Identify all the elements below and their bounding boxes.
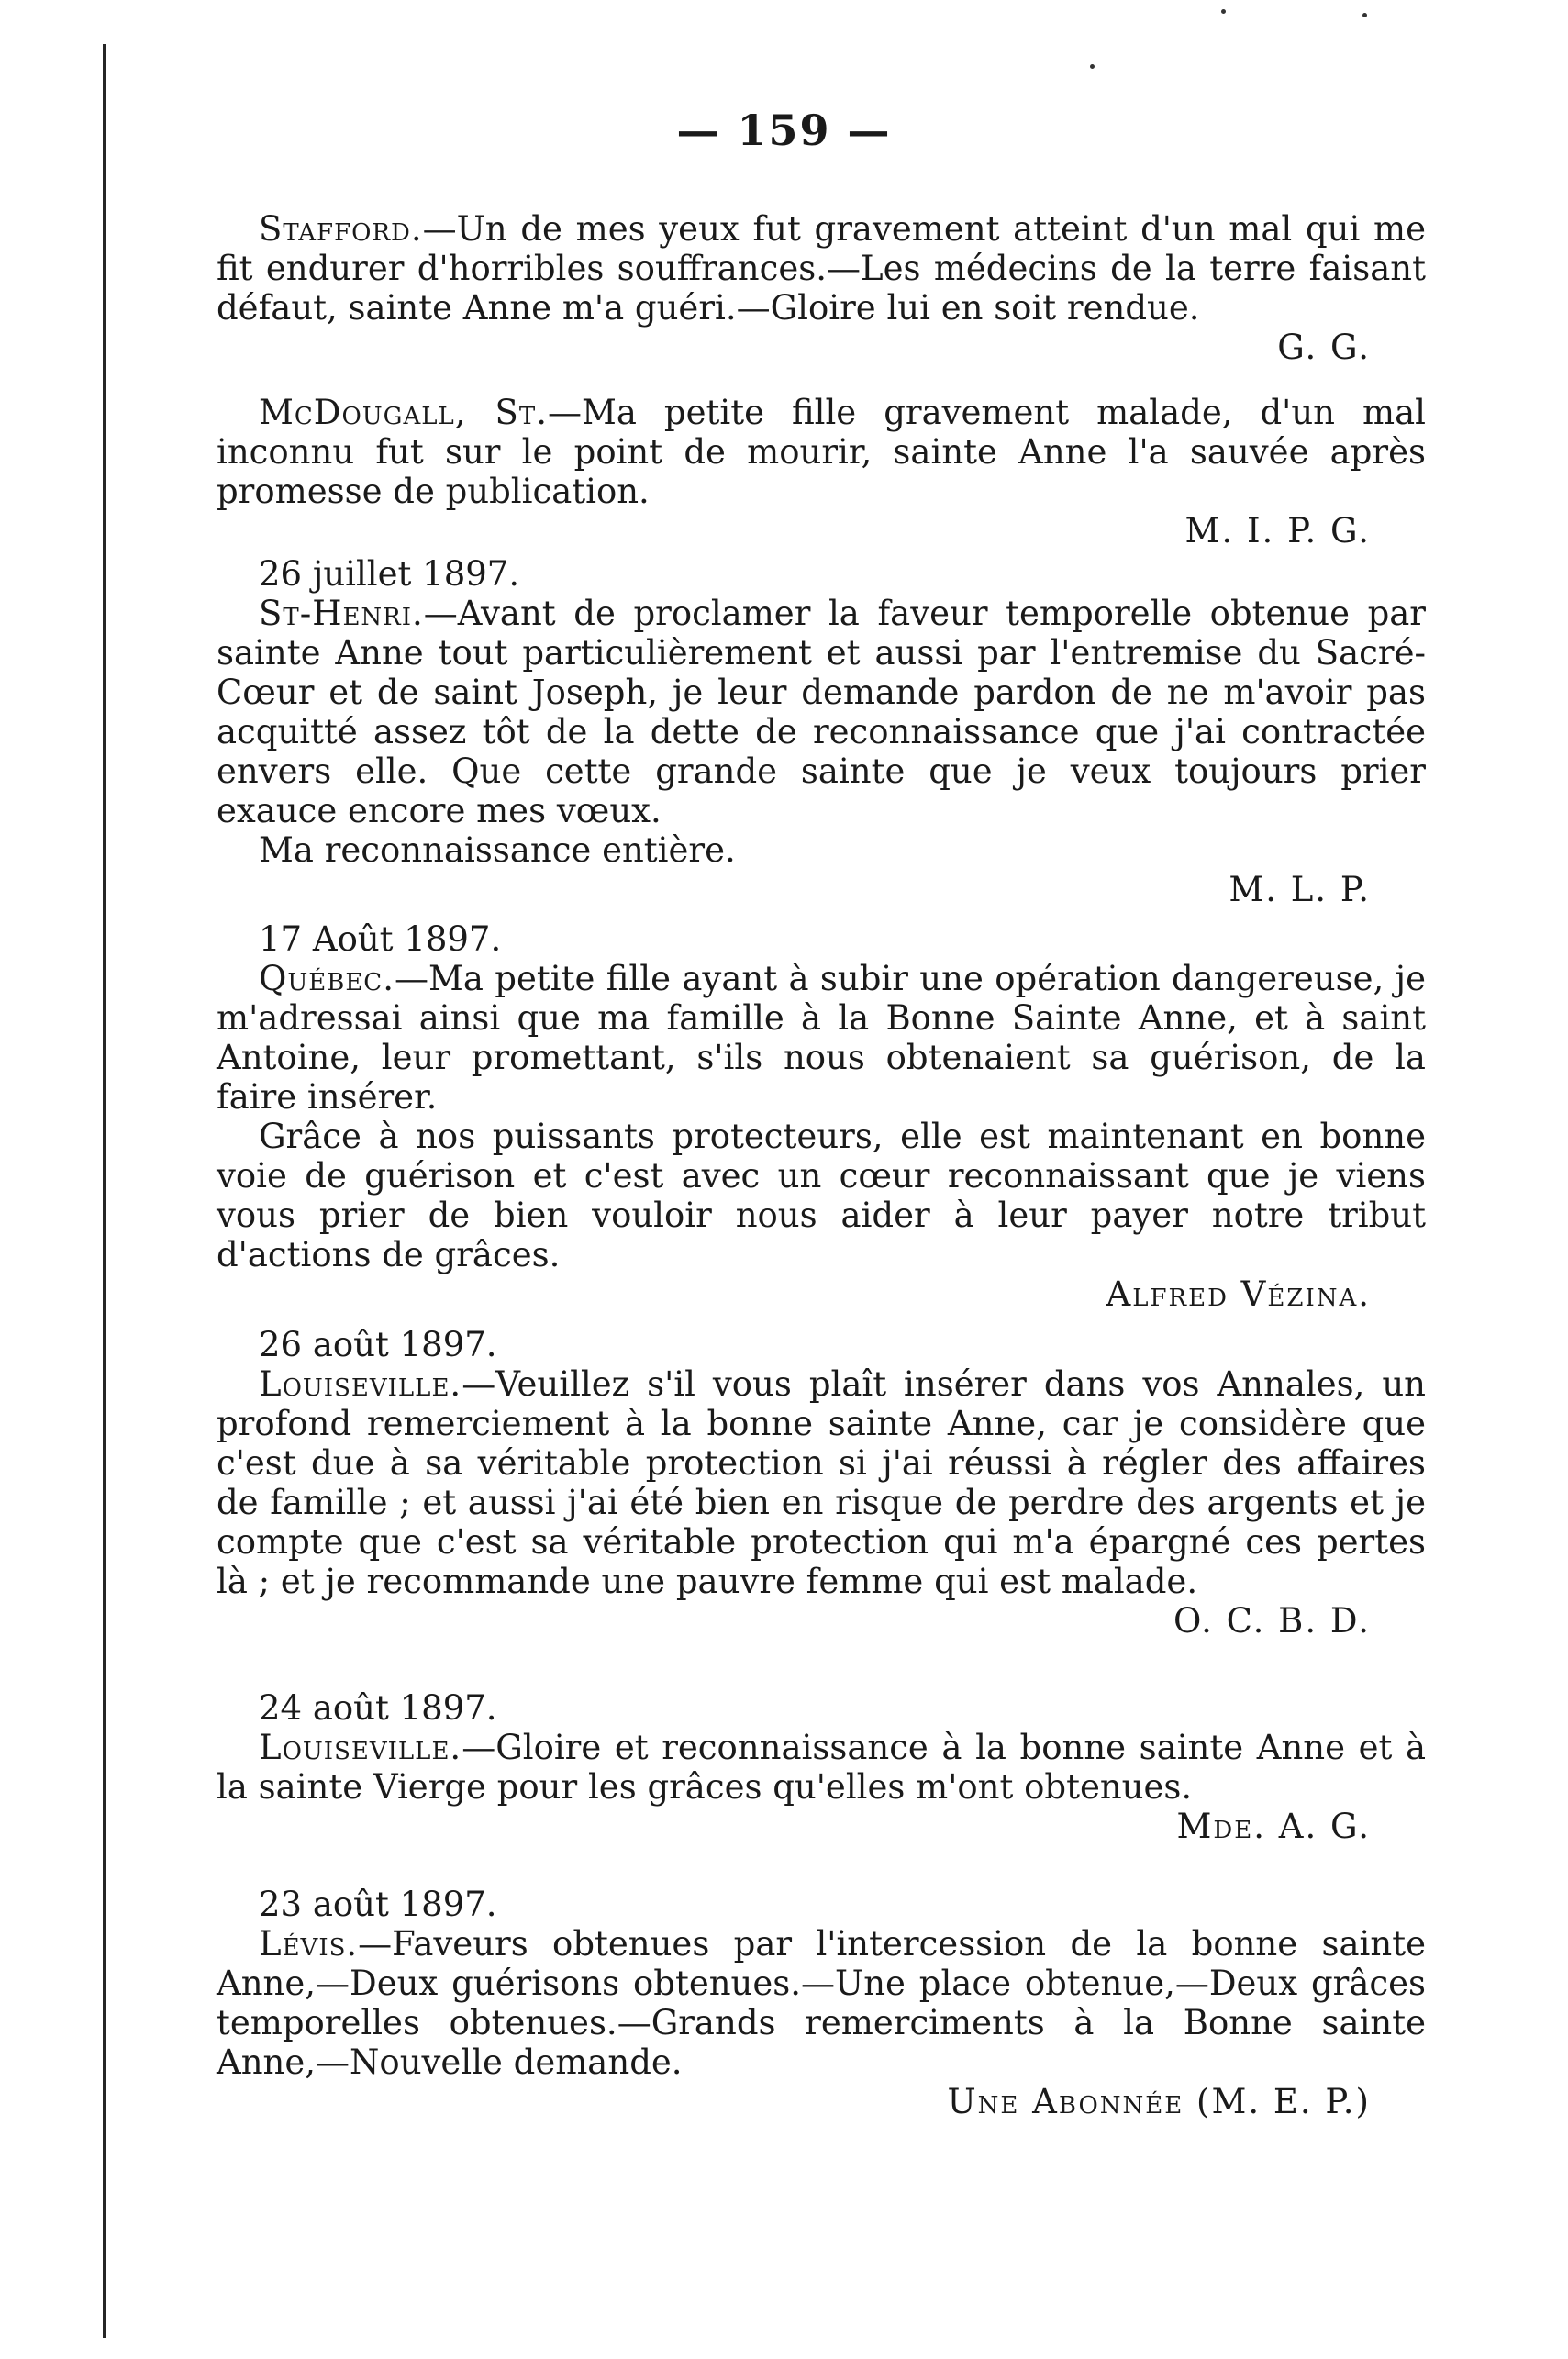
entry-signature: G. G. — [1277, 328, 1371, 367]
entry-mcdougall — [217, 393, 1426, 551]
entry-date: 17 Août 1897. — [259, 919, 502, 959]
entry-louiseville-1 — [217, 1325, 1426, 1641]
entry-paragraph — [217, 1728, 1426, 1807]
entry-body: —Un de mes yeux fut gravement atteint d'un mal qui me fit endurer d'horribles souffrances.—Les médecins de la terre faisant défaut, sainte Anne m'a guéri.—Gloire lui en soit rendue. — [217, 209, 1426, 328]
entry-date: 26 juillet 1897. — [259, 554, 520, 594]
entry-signature: O. C. B. D. — [1173, 1601, 1371, 1641]
entry-date: 23 août 1897. — [259, 1885, 497, 1924]
entry-place: St-Henri. — [259, 594, 424, 633]
binding-margin-line — [103, 44, 106, 2338]
entry-louiseville-2 — [217, 1688, 1426, 1846]
print-speck — [1090, 64, 1095, 69]
entry-paragraph — [217, 959, 1426, 1117]
print-speck — [1221, 9, 1226, 14]
page-number: — 159 — — [676, 106, 892, 155]
entry-paragraph — [217, 1364, 1426, 1601]
entry-body: —Avant de proclamer la faveur temporelle obtenue par sainte Anne tout particulièrement et aussi par l'entremise du Sacré-Cœur et de saint Joseph, je leur demande pardon de ne m'avoir pas acquitté assez tôt de la dette de reconnaissance que j'ai contractée envers elle. Que cette grande sainte que je veux toujours prier exauce encore mes vœux. — [217, 594, 1426, 830]
entry-body: —Veuillez s'il vous plaît insérer dans vos Annales, un profond remerciement à la bonne sainte Anne, car je considère que c'est due à sa véritable protection si j'ai réussi à régler des affaires de famille ; et aussi j'ai été bien en risque de perdre des argents et je compte que c'est sa véritable protection qui m'a épargné ces pertes là ; et je recommande une pauvre femme qui est malade. — [217, 1364, 1426, 1601]
entry-stafford — [217, 209, 1426, 367]
entry-signature: Mde. A. G. — [1176, 1807, 1371, 1846]
entry-signature: M. I. P. G. — [1184, 511, 1371, 551]
entry-st-henri — [217, 554, 1426, 909]
entry-place: Stafford. — [259, 209, 423, 249]
entry-paragraph — [217, 1924, 1426, 2082]
print-speck — [1362, 13, 1367, 17]
entry-place: Louiseville. — [259, 1728, 462, 1767]
entry-paragraph — [217, 594, 1426, 830]
entry-place: Lévis. — [259, 1924, 359, 1964]
entry-quebec — [217, 919, 1426, 1314]
entry-place: McDougall, St. — [259, 393, 548, 432]
entry-date: 26 août 1897. — [259, 1325, 497, 1364]
entry-extra: Ma reconnaissance entière. — [259, 830, 736, 870]
entry-signature: Une Abonnée (M. E. P.) — [947, 2082, 1371, 2121]
entry-date: 24 août 1897. — [259, 1688, 497, 1728]
entry-body: —Ma petite fille ayant à subir une opération dangereuse, je m'adressai ainsi que ma famille à la Bonne Sainte Anne, et à saint Antoine, leur promettant, s'ils nous obtenaient sa guérison, de la faire insérer. — [217, 959, 1426, 1117]
entry-signature: M. L. P. — [1229, 870, 1371, 909]
entry-place: Louiseville. — [259, 1364, 462, 1404]
entry-paragraph — [217, 393, 1426, 511]
entry-body: —Gloire et reconnaissance à la bonne sainte Anne et à la sainte Vierge pour les grâces qu'elles m'ont obtenues. — [217, 1728, 1426, 1807]
entry-signature: Alfred Vézina. — [1106, 1274, 1371, 1314]
entry-body: —Ma petite fille gravement malade, d'un mal inconnu fut sur le point de mourir, sainte Anne l'a sauvée après promesse de publication. — [217, 393, 1426, 511]
entry-paragraph — [217, 209, 1426, 328]
entry-body: —Faveurs obtenues par l'intercession de la bonne sainte Anne,—Deux guérisons obtenues.—Une place obtenue,—Deux grâces temporelles obtenues.—Grands remerciments à la Bonne sainte Anne,—Nouvelle demande. — [217, 1924, 1426, 2082]
entry-place: Québec. — [259, 959, 395, 998]
entry-levis — [217, 1885, 1426, 2121]
entry-extra: Grâce à nos puissants protecteurs, elle est maintenant en bonne voie de guérison et c'est avec un cœur reconnaissant que je viens vous prier de bien vouloir nous aider à leur payer notre tribut d'actions de grâces. — [217, 1117, 1426, 1274]
